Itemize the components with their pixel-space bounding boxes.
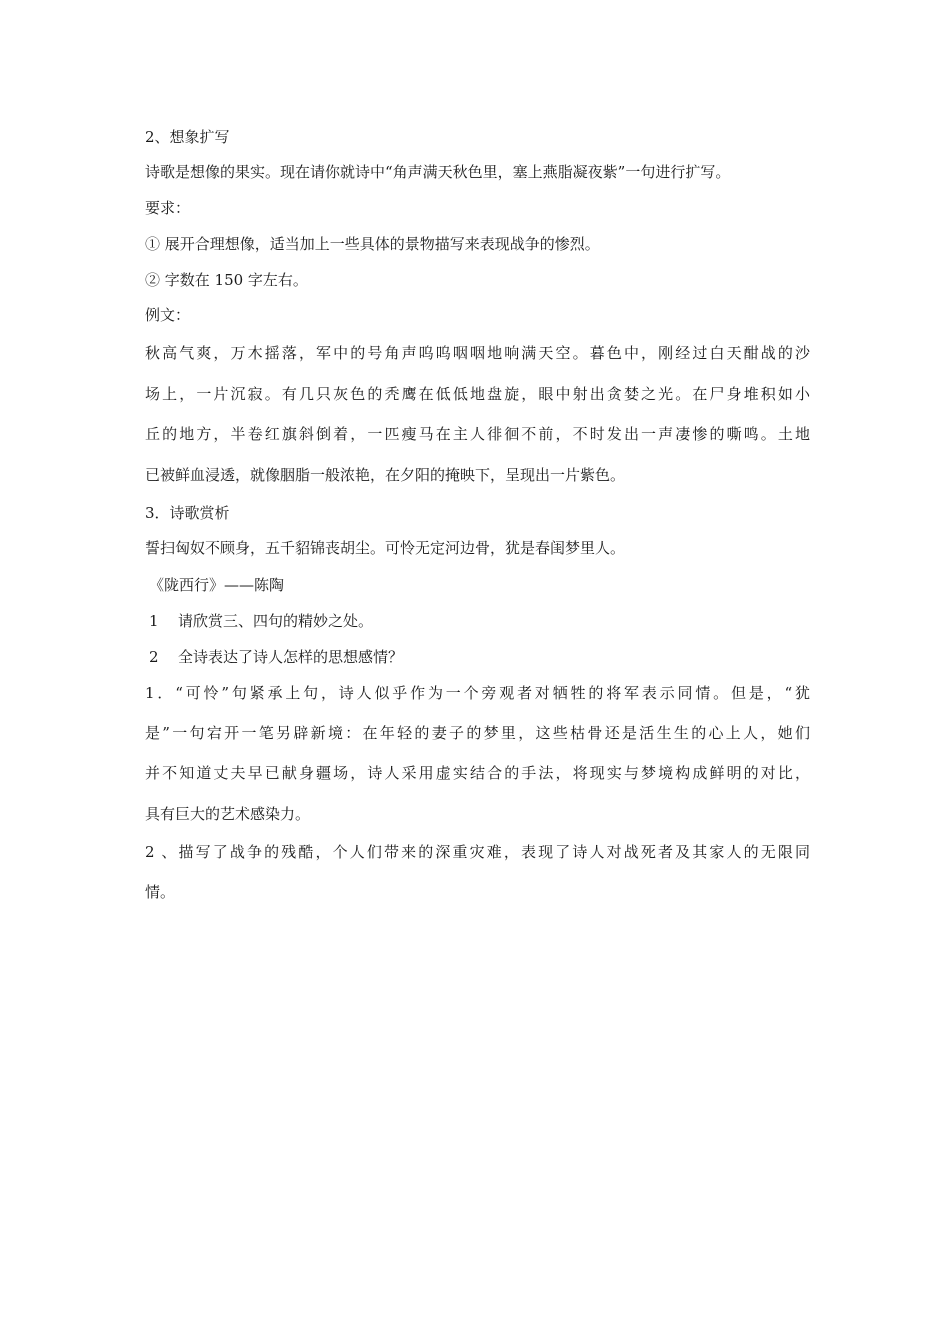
answer-1-line: 并不知道丈夫早已献身疆场，诗人采用虚实结合的手法，将现实与梦境构成鲜明的对比， <box>145 764 810 782</box>
example-paragraph-line: 丘的地方，半卷红旗斜倒着，一匹瘦马在主人徘徊不前，不时发出一声凄惨的嘶鸣。土地 <box>145 425 810 443</box>
question-1: 请欣赏三、四句的精妙之处。 <box>178 612 374 630</box>
example-paragraph-line: 已被鲜血浸透，就像胭脂一般浓艳，在夕阳的掩映下，呈现出一片紫色。 <box>145 466 626 484</box>
example-paragraph-line: 场上，一片沉寂。有几只灰色的秃鹰在低低地盘旋，眼中射出贪婪之光。在尸身堆积如小 <box>145 385 810 403</box>
example-paragraph-line: 秋高气爽，万木摇落，军中的号角声呜呜咽咽地响满天空。暮色中，刚经过白天酣战的沙 <box>145 344 810 362</box>
requirement-2: ② 字数在 150 字左右。 <box>145 271 308 289</box>
answer-1-line: 具有巨大的艺术感染力。 <box>145 805 311 823</box>
answer-1-line: 1．“可怜”句紧承上句，诗人似乎作为一个旁观者对牺牲的将军表示同情。但是，“犹 <box>145 684 810 702</box>
requirement-1: ① 展开合理想像，适当加上一些具体的景物描写来表现战争的惨烈。 <box>145 235 600 253</box>
section3-heading: 3．诗歌赏析 <box>145 504 230 522</box>
question-2: 全诗表达了诗人怎样的思想感情？ <box>178 648 404 666</box>
question-1-number: 1 <box>149 612 159 630</box>
answer-2-line: 情。 <box>145 883 176 901</box>
requirements-label: 要求： <box>145 199 191 217</box>
question-2-number: 2 <box>149 648 159 666</box>
section2-intro: 诗歌是想像的果实。现在请你就诗中“角声满天秋色里，塞上燕脂凝夜紫”一句进行扩写。 <box>145 163 731 181</box>
example-label: 例文： <box>145 306 191 324</box>
answer-1-line: 是”一句宕开一笔另辟新境：在年轻的妻子的梦里，这些枯骨还是活生生的心上人，她们 <box>145 724 810 742</box>
poem-source: 《陇西行》——陈陶 <box>149 576 285 594</box>
poem-text: 誓扫匈奴不顾身，五千貂锦丧胡尘。可怜无定河边骨，犹是春闺梦里人。 <box>145 539 626 557</box>
answer-2-line: 2 、描写了战争的残酷，个人们带来的深重灾难，表现了诗人对战死者及其家人的无限同 <box>145 843 810 861</box>
section2-heading: 2、想象扩写 <box>145 128 230 146</box>
